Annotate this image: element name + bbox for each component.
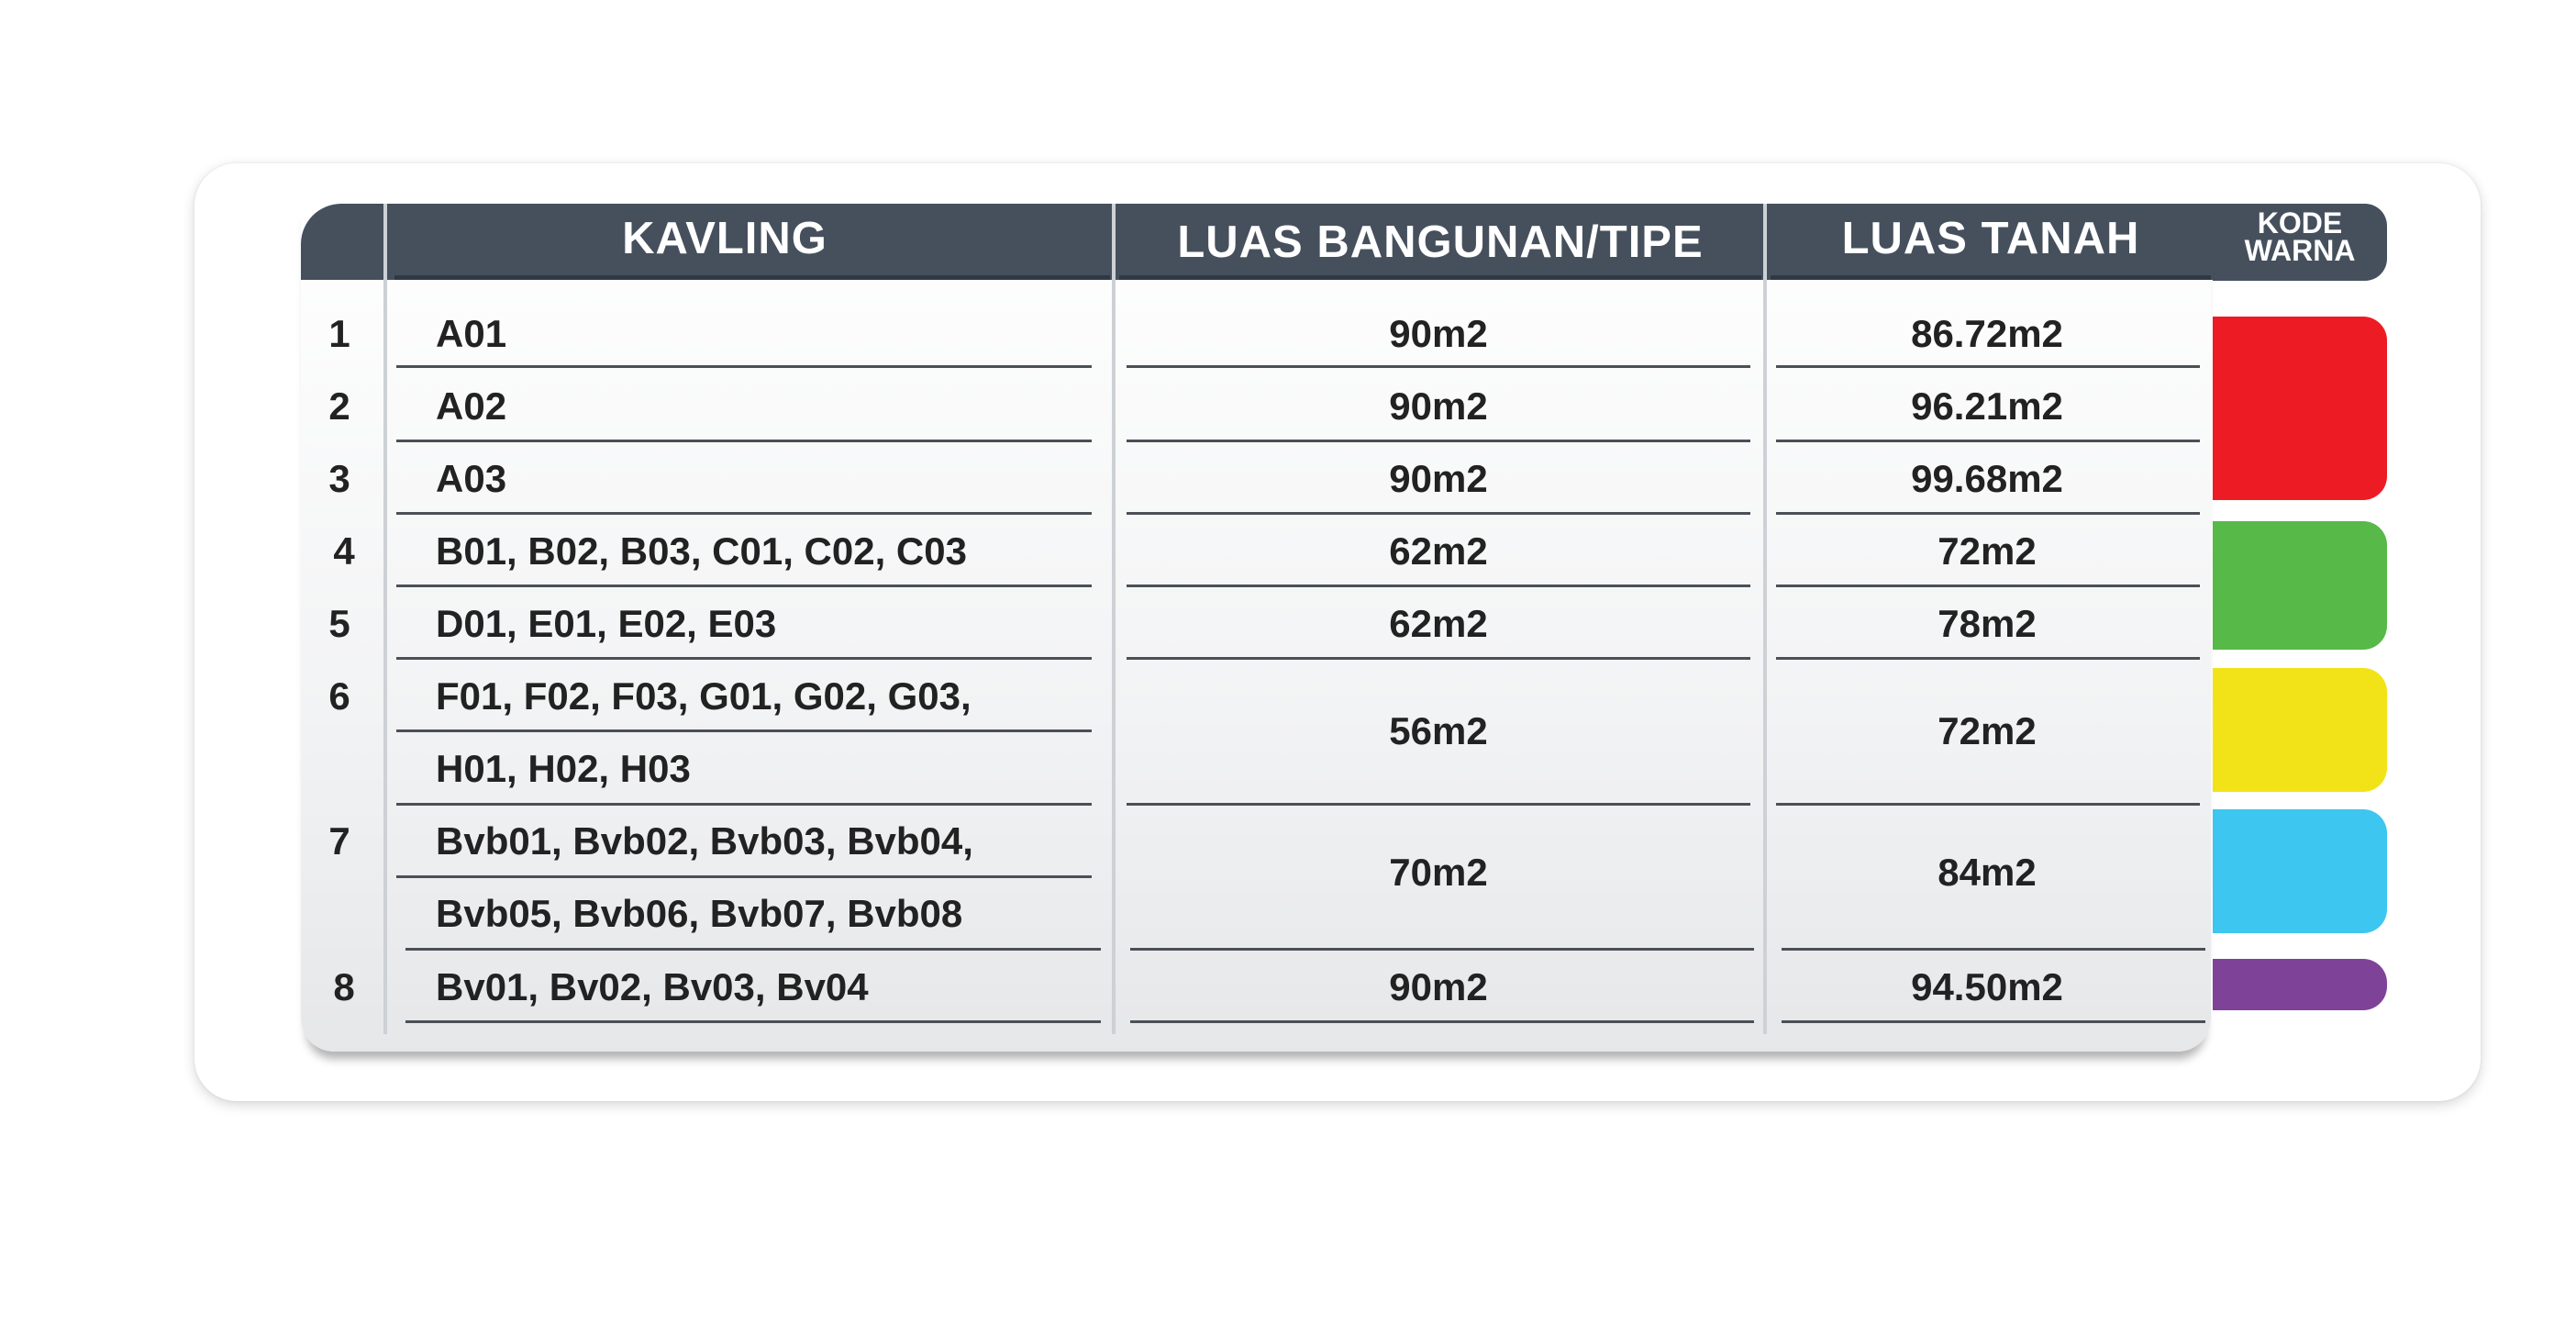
row-number: 1 — [328, 312, 350, 355]
luas-tanah-cell: 94.50m2 — [1911, 965, 2063, 1008]
header-luas-tanah: LUAS TANAH — [1841, 214, 2140, 263]
row-separator — [1776, 584, 2200, 587]
header-luas-bangunan: LUAS BANGUNAN/TIPE — [1177, 217, 1704, 267]
row-separator — [396, 875, 1092, 878]
color-code-swatch-yellow — [2213, 668, 2387, 792]
header-kode-warna — [2213, 204, 2387, 281]
row-number: 5 — [328, 602, 350, 645]
row-separator — [1130, 1020, 1754, 1023]
row-separator — [1127, 657, 1750, 660]
row-number: 2 — [328, 384, 350, 428]
luas-bangunan-cell: 90m2 — [1389, 384, 1488, 428]
luas-tanah-cell: 78m2 — [1938, 602, 2037, 645]
color-code-swatch-purple — [2213, 959, 2387, 1010]
luas-bangunan-cell: 90m2 — [1389, 312, 1488, 355]
luas-bangunan-cell: 56m2 — [1389, 709, 1488, 752]
row-separator — [1776, 657, 2200, 660]
kavling-cell: Bv01, Bv02, Bv03, Bv04 — [436, 965, 869, 1008]
row-separator — [396, 440, 1092, 442]
kode-warna-line1: KODE — [2257, 206, 2343, 239]
luas-bangunan-cell: 90m2 — [1389, 457, 1488, 500]
kavling-cell: A01 — [436, 312, 507, 355]
column-divider — [1763, 204, 1767, 1034]
luas-bangunan-cell: 62m2 — [1389, 602, 1488, 645]
luas-bangunan-cell: 90m2 — [1389, 965, 1488, 1008]
kavling-cell: B01, B02, B03, C01, C02, C03 — [436, 529, 967, 573]
color-code-swatch-blue — [2213, 809, 2387, 933]
kavling-cell-continued: Bvb05, Bvb06, Bvb07, Bvb08 — [436, 892, 963, 935]
color-code-swatch-green — [2213, 521, 2387, 650]
row-separator — [1127, 365, 1750, 368]
row-separator — [1782, 948, 2205, 951]
column-divider — [383, 204, 387, 1034]
row-separator — [1776, 803, 2200, 806]
row-separator — [396, 657, 1092, 660]
luas-tanah-cell: 86.72m2 — [1911, 312, 2063, 355]
kavling-cell: D01, E01, E02, E03 — [436, 602, 777, 645]
row-separator — [396, 803, 1092, 806]
row-separator — [1130, 948, 1754, 951]
row-separator — [1127, 584, 1750, 587]
row-separator — [396, 729, 1092, 732]
row-number: 7 — [328, 819, 350, 863]
row-separator — [1127, 803, 1750, 806]
luas-tanah-cell: 72m2 — [1938, 709, 2037, 752]
luas-bangunan-cell: 70m2 — [1389, 851, 1488, 894]
luas-tanah-cell: 72m2 — [1938, 529, 2037, 573]
header-underline-luas-bangunan — [1119, 275, 1761, 280]
row-number: 6 — [328, 674, 350, 718]
color-code-swatch-red — [2213, 317, 2387, 500]
row-number: 4 — [333, 529, 355, 573]
luas-tanah-cell: 99.68m2 — [1911, 457, 2063, 500]
kavling-cell-continued: H01, H02, H03 — [436, 747, 691, 790]
row-separator — [396, 512, 1092, 515]
row-number: 3 — [328, 457, 350, 500]
kavling-cell: F01, F02, F03, G01, G02, G03, — [436, 674, 972, 718]
row-separator — [1776, 365, 2200, 368]
row-separator — [1782, 1020, 2205, 1023]
luas-tanah-cell: 84m2 — [1938, 851, 2037, 894]
row-separator — [1127, 440, 1750, 442]
header-kavling: KAVLING — [622, 214, 827, 263]
column-divider — [1112, 204, 1116, 1034]
row-separator — [396, 365, 1092, 368]
kode-warna-line2: WARNA — [2244, 234, 2356, 267]
row-separator — [1776, 512, 2200, 515]
header-underline-kavling — [394, 275, 1110, 280]
header-underline-luas-tanah — [1771, 275, 2211, 280]
row-separator — [396, 584, 1092, 587]
kavling-cell: Bvb01, Bvb02, Bvb03, Bvb04, — [436, 819, 973, 863]
luas-tanah-cell: 96.21m2 — [1911, 384, 2063, 428]
kavling-cell: A02 — [436, 384, 507, 428]
row-separator — [405, 948, 1101, 951]
row-separator — [405, 1020, 1101, 1023]
row-separator — [1776, 440, 2200, 442]
row-number: 8 — [333, 965, 355, 1008]
kavling-cell: A03 — [436, 457, 507, 500]
row-separator — [1127, 512, 1750, 515]
luas-bangunan-cell: 62m2 — [1389, 529, 1488, 573]
